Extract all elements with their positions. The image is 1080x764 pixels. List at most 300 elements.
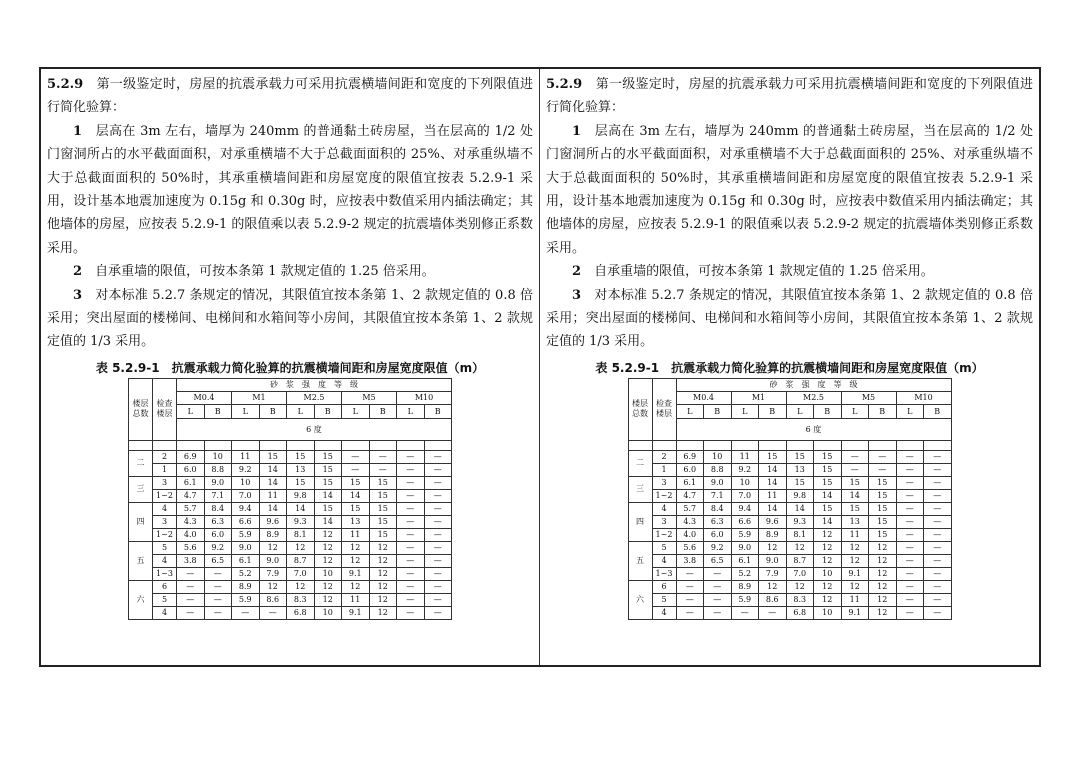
limit-value-cell: 5.2 [731,567,759,580]
section-text: 第一级鉴定时，房屋的抗震承载力可采用抗震横墙间距和宽度的下列限值进行简化验算： [47,77,533,116]
limit-value-cell: 9.1 [342,606,370,619]
item-text: 层高在 3m 左右，墙厚为 240mm 的普通黏土砖房屋，当在层高的 1/2 处门窗洞所占的水平截面面积，对承重横墙不大于总截面面积的 25%、对承重纵墙不大于总截面面积的 50%时，其承重横墙间距和房屋宽度的限值宜按表 5.2.9-1 采用，设计基本地震加速度为 0.15g 和 0.30g 时，应按表中数值采用内插法确定；其他墙体的房屋，应按表 5.2.9-1 的限值乘以表 5.2.9-2 规定的抗震墙体类别修正系数采用。 [546,123,1033,256]
item-number: 2 [572,264,582,280]
limit-value-cell: 5.9 [731,593,759,606]
limit-value-cell: 6.0 [177,463,205,476]
comparison-frame [39,67,1041,667]
check-floor-cell: 4 [652,554,676,567]
check-floor-cell: 2 [652,450,676,463]
limit-value-cell: 5.9 [232,528,260,541]
limit-value-cell: 7.0 [287,567,315,580]
limit-value-cell: 15 [314,502,342,515]
right-column [540,69,1039,665]
limit-value-cell: 11 [841,528,869,541]
table-row [129,567,452,580]
limit-value-cell: 8.9 [259,528,287,541]
check-floor-cell: 6 [652,580,676,593]
limit-value-cell: 6.1 [731,554,759,567]
limit-value-cell: — [424,450,452,463]
limit-value-cell: 12 [869,554,897,567]
limit-value-cell: 12 [287,580,315,593]
limit-value-cell: — [869,450,897,463]
sub-header-b: B [814,404,842,418]
limit-value-cell: 9.0 [232,541,260,554]
limit-value-cell: 8.8 [704,463,732,476]
table-row [129,554,452,567]
limit-value-cell: 9.0 [204,476,232,489]
limit-value-cell: 12 [869,567,897,580]
table-row [628,463,951,476]
limit-value-cell: 12 [369,554,397,567]
limit-value-cell: 6.8 [287,606,315,619]
check-floor-cell: 5 [652,541,676,554]
limit-value-cell: — [424,502,452,515]
limit-value-cell: 11 [841,593,869,606]
limit-value-cell: 15 [369,528,397,541]
limit-value-cell: — [397,489,425,502]
limit-value-cell: — [896,528,924,541]
limit-value-cell: 12 [786,541,814,554]
limit-value-cell: — [924,463,952,476]
limit-value-cell: — [397,593,425,606]
limit-value-cell: — [397,541,425,554]
limit-value-cell: 4.3 [177,515,205,528]
header-mortar-grade: 砂 浆 强 度 等 级 [676,378,951,391]
limit-value-cell: — [369,450,397,463]
limit-value-cell: 9.1 [342,567,370,580]
limit-value-cell: — [841,450,869,463]
table-row [129,528,452,541]
grade-header: M2.5 [786,391,841,404]
limit-value-cell: 12 [314,541,342,554]
limit-value-cell: — [676,606,704,619]
intensity-header: 6 度 [177,418,452,440]
limit-value-cell: 11 [259,489,287,502]
item-text: 对本标准 5.2.7 条规定的情况，其限值宜按本条第 1、2 款规定值的 0.8 倍采用；突出屋面的楼梯间、电梯间和水箱间等小房间，其限值宜按本条第 1、2 款规定值的 1/3 采用。 [546,287,1033,350]
limit-value-cell: 15 [869,502,897,515]
table-row [129,463,452,476]
limit-value-cell: — [841,463,869,476]
limit-value-cell: 10 [314,567,342,580]
limit-value-cell: 11 [342,528,370,541]
check-floor-cell: 4 [652,502,676,515]
limit-value-cell: 8.6 [759,593,787,606]
limit-value-cell: 6.6 [232,515,260,528]
limit-value-cell: — [424,528,452,541]
limit-value-cell: — [924,541,952,554]
limit-value-cell: 12 [786,580,814,593]
check-floor-cell: 3 [652,476,676,489]
table-row [628,554,951,567]
table-caption: 表 5.2.9-1 抗震承载力简化验算的抗震横墙间距和房屋宽度限值（m） [595,360,984,375]
limit-value-cell: 7.9 [259,567,287,580]
limit-value-cell: 12 [369,593,397,606]
limit-value-cell: 8.9 [759,528,787,541]
limit-value-cell: 15 [869,489,897,502]
table-row [628,450,951,463]
limit-value-cell: 11 [342,593,370,606]
total-floors-cell: 六 [628,580,652,619]
left-column [41,69,540,665]
check-floor-cell: 5 [153,593,177,606]
limit-value-cell: 12 [342,554,370,567]
limit-value-cell: 8.1 [287,528,315,541]
limit-value-cell: — [424,463,452,476]
limit-value-cell: — [704,580,732,593]
limit-value-cell: 7.0 [786,567,814,580]
limit-value-cell: 4.0 [676,528,704,541]
limit-value-cell: 9.0 [759,554,787,567]
limit-value-cell: 15 [869,476,897,489]
limit-value-cell: — [896,450,924,463]
sub-header-l: L [841,404,869,418]
limit-value-cell: 15 [869,528,897,541]
check-floor-cell: 1~2 [153,528,177,541]
limit-value-cell: 9.0 [704,476,732,489]
limit-value-cell: — [896,515,924,528]
limit-value-cell: 5.7 [676,502,704,515]
clause-item-3 [546,284,1033,354]
limit-value-cell: 14 [814,515,842,528]
total-floors-cell: 四 [129,502,153,541]
limit-value-cell: — [177,606,205,619]
limit-value-cell: — [676,567,704,580]
limit-value-cell: — [924,580,952,593]
sub-header-l: L [287,404,315,418]
limit-value-cell: 5.9 [232,593,260,606]
table-caption: 表 5.2.9-1 抗震承载力简化验算的抗震横墙间距和房屋宽度限值（m） [95,360,485,375]
limit-value-cell: 9.1 [841,606,869,619]
limit-value-cell: 13 [342,515,370,528]
limit-value-cell: 8.9 [731,580,759,593]
limit-value-cell: 14 [786,502,814,515]
limit-value-cell: — [896,580,924,593]
check-floor-cell: 1~2 [652,528,676,541]
limit-value-cell: 14 [841,489,869,502]
sub-header-b: B [869,404,897,418]
limit-value-cell: — [731,606,759,619]
limit-value-cell: 15 [287,476,315,489]
limit-value-cell: 6.3 [704,515,732,528]
limit-value-cell: 13 [841,515,869,528]
item-text: 层高在 3m 左右，墙厚为 240mm 的普通黏土砖房屋，当在层高的 1/2 处门窗洞所占的水平截面面积，对承重横墙不大于总截面面积的 25%、对承重纵墙不大于总截面面积的 50%时，其承重横墙间距和房屋宽度的限值宜按表 5.2.9-1 采用，设计基本地震加速度为 0.15g 和 0.30g 时，应按表中数值采用内插法确定；其他墙体的房屋，应按表 5.2.9-1 的限值乘以表 5.2.9-2 规定的抗震墙体类别修正系数采用。 [47,123,533,256]
limit-value-cell: 8.9 [232,580,260,593]
limit-value-cell: 12 [759,541,787,554]
sub-header-b: B [924,404,952,418]
check-floor-cell: 3 [153,476,177,489]
item-text: 自承重墙的限值，可按本条第 1 款规定值的 1.25 倍采用。 [594,264,934,280]
limit-value-cell: — [397,463,425,476]
table-row [129,606,452,619]
limit-value-cell: 14 [259,476,287,489]
check-floor-cell: 3 [153,515,177,528]
limit-value-cell: 8.3 [786,593,814,606]
header-total-floors: 楼层总数 [129,378,153,440]
limit-value-cell: 9.6 [759,515,787,528]
limit-value-cell: 12 [342,580,370,593]
limit-value-cell: 9.4 [731,502,759,515]
limit-value-cell: 14 [814,489,842,502]
clause-intro [546,73,1033,120]
limit-value-cell: 15 [259,450,287,463]
limits-table-wrap [628,378,952,620]
limit-value-cell: — [896,489,924,502]
sub-header-b: B [369,404,397,418]
limit-value-cell: 12 [369,567,397,580]
limit-value-cell: 9.2 [704,541,732,554]
limit-value-cell: 12 [869,606,897,619]
total-floors-cell: 三 [628,476,652,502]
grade-header: M2.5 [287,391,342,404]
limit-value-cell: 14 [314,515,342,528]
limit-value-cell: 7.1 [204,489,232,502]
limit-value-cell: 12 [314,528,342,541]
limit-value-cell: — [896,541,924,554]
limit-value-cell: 14 [314,489,342,502]
limit-value-cell: 9.2 [232,463,260,476]
limit-value-cell: 14 [259,502,287,515]
header-check-floor: 检查楼层 [153,378,177,440]
limit-value-cell: 5.7 [177,502,205,515]
limits-table-body [129,440,452,619]
limit-value-cell: — [397,450,425,463]
limit-value-cell: 15 [342,502,370,515]
limit-value-cell: 12 [369,541,397,554]
limit-value-cell: 12 [814,541,842,554]
limit-value-cell: 8.7 [786,554,814,567]
limit-value-cell: — [177,593,205,606]
sub-header-l: L [731,404,759,418]
limit-value-cell: 4.3 [676,515,704,528]
table-row [628,489,951,502]
table-row [628,567,951,580]
header-total-floors: 楼层总数 [628,378,652,440]
limit-value-cell: 10 [704,450,732,463]
limit-value-cell: 8.6 [259,593,287,606]
limit-value-cell: 12 [869,580,897,593]
clause-intro [47,73,533,120]
check-floor-cell: 3 [652,515,676,528]
limit-value-cell: — [896,476,924,489]
limit-value-cell: 15 [786,450,814,463]
limit-value-cell: 5.6 [676,541,704,554]
limit-value-cell: 12 [759,580,787,593]
limit-value-cell: 10 [314,606,342,619]
limit-value-cell: — [924,606,952,619]
section-text: 第一级鉴定时，房屋的抗震承载力可采用抗震横墙间距和宽度的下列限值进行简化验算： [546,77,1033,116]
limit-value-cell: — [924,450,952,463]
table-row [628,502,951,515]
limit-value-cell: 9.1 [841,567,869,580]
limit-value-cell: 15 [814,502,842,515]
item-text: 对本标准 5.2.7 条规定的情况，其限值宜按本条第 1、2 款规定值的 0.8 倍采用；突出屋面的楼梯间、电梯间和水箱间等小房间，其限值宜按本条第 1、2 款规定值的 1/3 采用。 [47,287,533,350]
limit-value-cell: 6.0 [676,463,704,476]
limit-value-cell: 11 [759,489,787,502]
limit-value-cell: 9.8 [287,489,315,502]
limits-table-body [628,440,951,619]
grade-header: M1 [731,391,786,404]
clause-item-2 [47,260,533,283]
limit-value-cell: 14 [259,463,287,476]
limit-value-cell: 4.7 [676,489,704,502]
limit-value-cell: — [424,541,452,554]
limit-value-cell: 10 [232,476,260,489]
limit-value-cell: — [424,606,452,619]
limit-value-cell: 10 [731,476,759,489]
limit-value-cell: 15 [314,450,342,463]
limit-value-cell: — [924,554,952,567]
limit-value-cell: — [896,593,924,606]
limit-value-cell: 12 [287,541,315,554]
limit-value-cell: — [397,554,425,567]
limit-value-cell: 9.0 [259,554,287,567]
limit-value-cell: 15 [342,476,370,489]
limit-value-cell: — [397,606,425,619]
limit-value-cell: 15 [314,463,342,476]
limit-value-cell: 15 [841,502,869,515]
table-row [129,593,452,606]
grade-header: M5 [342,391,397,404]
table-row [628,476,951,489]
limit-value-cell: 7.0 [731,489,759,502]
check-floor-cell: 4 [652,606,676,619]
limit-value-cell: 14 [287,502,315,515]
check-floor-cell: 4 [153,502,177,515]
limit-value-cell: — [177,567,205,580]
grade-header: M10 [896,391,951,404]
total-floors-cell: 四 [628,502,652,541]
limit-value-cell: — [759,606,787,619]
limit-value-cell: — [896,502,924,515]
limit-value-cell: 12 [342,541,370,554]
limit-value-cell: 10 [814,606,842,619]
limit-value-cell: 10 [814,567,842,580]
limit-value-cell: 3.8 [177,554,205,567]
limit-value-cell: 6.0 [204,528,232,541]
clause-item-2 [546,260,1033,283]
table-row [129,476,452,489]
limit-value-cell: 12 [369,580,397,593]
limit-value-cell: 14 [342,489,370,502]
limit-value-cell: 6.1 [232,554,260,567]
limit-value-cell: 3.8 [676,554,704,567]
limit-value-cell: 15 [814,476,842,489]
header-mortar-grade: 砂 浆 强 度 等 级 [177,378,452,391]
limit-value-cell: 6.6 [731,515,759,528]
limit-value-cell: 12 [841,580,869,593]
limit-value-cell: 12 [841,554,869,567]
limit-value-cell: — [924,515,952,528]
limit-value-cell: — [424,567,452,580]
limit-value-cell: 6.8 [786,606,814,619]
intensity-header: 6 度 [676,418,951,440]
check-floor-cell: 5 [652,593,676,606]
table-row [628,528,951,541]
limit-value-cell: 6.5 [704,554,732,567]
table-row [129,515,452,528]
limit-value-cell: — [704,606,732,619]
table-row [129,580,452,593]
limit-value-cell: — [397,528,425,541]
limit-value-cell: — [177,580,205,593]
limit-value-cell: — [204,567,232,580]
grade-header: M10 [397,391,452,404]
check-floor-cell: 4 [153,606,177,619]
limit-value-cell: — [896,554,924,567]
sub-header-b: B [314,404,342,418]
header-check-floor: 检查楼层 [652,378,676,440]
limit-value-cell: — [924,489,952,502]
limit-value-cell: 6.0 [704,528,732,541]
limit-value-cell: — [397,502,425,515]
limit-value-cell: 12 [314,593,342,606]
limit-value-cell: 7.9 [759,567,787,580]
limit-value-cell: — [397,476,425,489]
limit-value-cell: 6.5 [204,554,232,567]
limit-value-cell: 6.9 [676,450,704,463]
limit-value-cell: 12 [814,528,842,541]
total-floors-cell: 三 [129,476,153,502]
limit-value-cell: 15 [786,476,814,489]
limit-value-cell: 9.2 [204,541,232,554]
limits-table-wrap [128,378,452,620]
limit-value-cell: 5.2 [232,567,260,580]
clause-item-3 [47,284,533,354]
item-text: 自承重墙的限值，可按本条第 1 款规定值的 1.25 倍采用。 [95,264,435,280]
limit-value-cell: — [424,554,452,567]
limit-value-cell: 5.9 [731,528,759,541]
grade-header: M0.4 [676,391,731,404]
check-floor-cell: 1~3 [652,567,676,580]
limit-value-cell: 12 [814,554,842,567]
limit-value-cell: — [896,567,924,580]
limit-value-cell: — [676,593,704,606]
table-row [129,450,452,463]
grade-header: M1 [232,391,287,404]
limit-value-cell: 13 [287,463,315,476]
sub-header-l: L [896,404,924,418]
limit-value-cell: 15 [759,450,787,463]
total-floors-cell: 五 [628,541,652,580]
limit-value-cell: 11 [731,450,759,463]
check-floor-cell: 1 [153,463,177,476]
table-row [628,580,951,593]
limit-value-cell: 9.0 [731,541,759,554]
section-number: 5.2.9 [546,77,583,92]
limit-value-cell: 15 [369,489,397,502]
limit-value-cell: 9.3 [287,515,315,528]
limit-value-cell: 12 [869,541,897,554]
limit-value-cell: — [676,580,704,593]
limit-value-cell: — [342,450,370,463]
item-number: 1 [73,123,83,139]
limit-value-cell: 8.7 [287,554,315,567]
limit-value-cell: — [232,606,260,619]
total-floors-cell: 二 [628,450,652,476]
table-row [628,541,951,554]
clause-item-1 [47,120,533,260]
limit-value-cell: 6.3 [204,515,232,528]
limit-value-cell: 12 [259,541,287,554]
limit-value-cell: — [397,580,425,593]
limit-value-cell: 15 [369,502,397,515]
check-floor-cell: 1 [652,463,676,476]
limit-value-cell: 15 [287,450,315,463]
limit-value-cell: — [924,593,952,606]
limit-value-cell: 12 [814,593,842,606]
limit-value-cell: — [704,567,732,580]
check-floor-cell: 1~2 [153,489,177,502]
